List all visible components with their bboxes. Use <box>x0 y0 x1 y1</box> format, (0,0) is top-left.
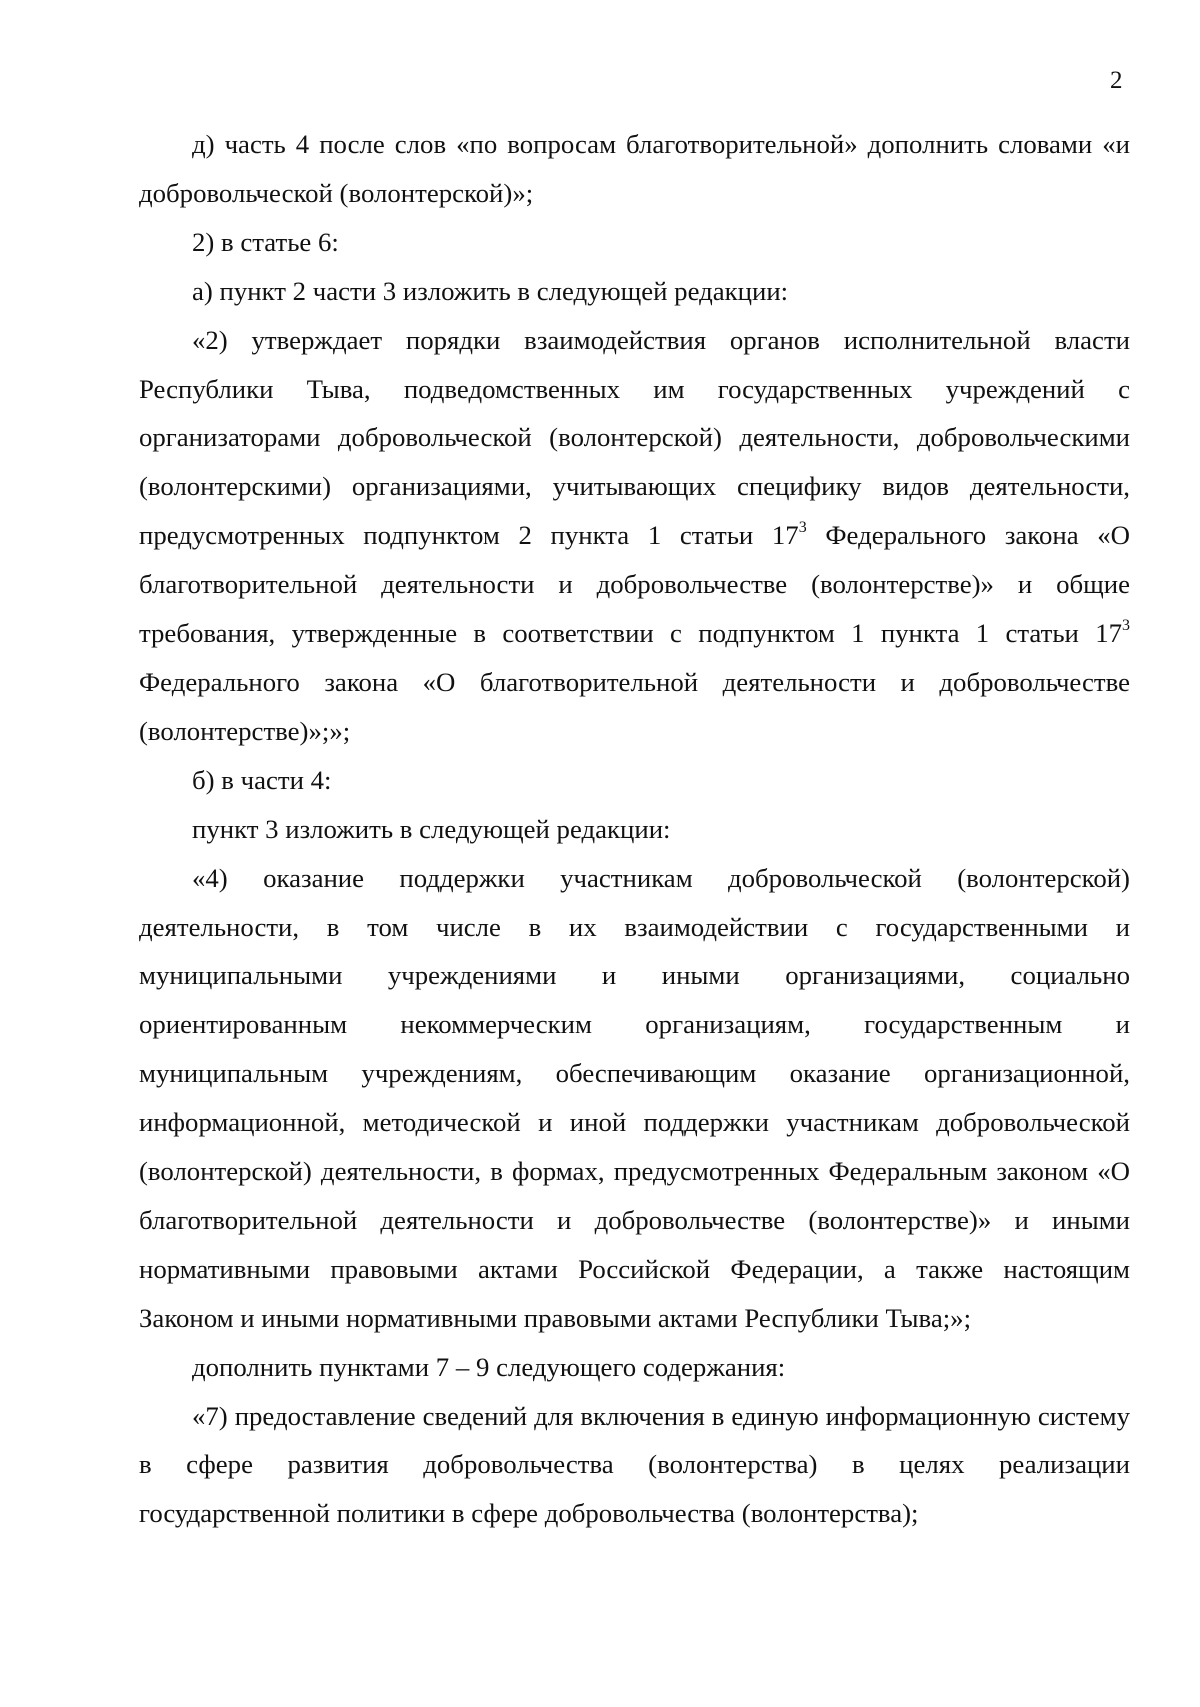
text-segment: Федерального закона «О благотворительной деятельности и добровольчестве (волонтерстве)» и общие требования, утвержденные в соответствии с подпунктом 1 пункта 1 статьи 17 <box>139 520 1130 649</box>
paragraph-item-4-text: «4) оказание поддержки участникам добровольческой (волонтерской) деятельности, в том числе в их взаимодействии с государственными и муниципальными учреждениями и иными организациями, социально ориентированным некоммерческим организациям, государственным и муниципальным учреждениям, обеспечивающим оказание организационной, информационной, методической и иной поддержки участникам добровольческой (волонтерской) деятельности, в формах, предусмотренных Федеральным законом «О благотворительной деятельности и добровольчестве (волонтерстве)» и иными нормативными правовыми актами Российской Федерации, а также настоящим Законом и иными нормативными правовыми актами Республики Тыва;»; <box>139 862 1130 1333</box>
paragraph-article-6: 2) в статье 6: <box>192 226 339 257</box>
text-segment: «2) утверждает порядки взаимодействия органов исполнительной власти Республики Тыва, подведомственных им государственных учреждений с организаторами добровольческой (волонтерской) деятельности, добровольческими (волонтерскими) организациями, учитывающих специфику видов деятельности, предусмотренных подпунктом 2 пункта 1 статьи 17 <box>139 324 1130 551</box>
paragraph-b: б) в части 4: <box>192 764 332 795</box>
paragraph-a: а) пункт 2 части 3 изложить в следующей редакции: <box>192 275 789 306</box>
superscript: 3 <box>1122 617 1130 635</box>
paragraph-item-7-text: «7) предоставление сведений для включения в единую информационную систему в сфере развития добровольчества (волонтерства) в целях реализации государственной политики в сфере добровольчества (волонтерства); <box>139 1400 1130 1529</box>
paragraph-item-3: пункт 3 изложить в следующей редакции: <box>192 813 671 844</box>
document-body <box>139 120 1130 1538</box>
paragraph-item-2-text <box>139 316 1130 756</box>
superscript: 3 <box>798 519 807 537</box>
text-segment: Федерального закона «О благотворительной деятельности и добровольчестве (волонтерстве)»;»; <box>139 666 1130 746</box>
page-number: 2 <box>1110 67 1123 94</box>
paragraph-add-items: дополнить пунктами 7 – 9 следующего содержания: <box>192 1351 786 1382</box>
paragraph-d: д) часть 4 после слов «по вопросам благотворительной» дополнить словами «и добровольческой (волонтерской)»; <box>139 129 1130 208</box>
